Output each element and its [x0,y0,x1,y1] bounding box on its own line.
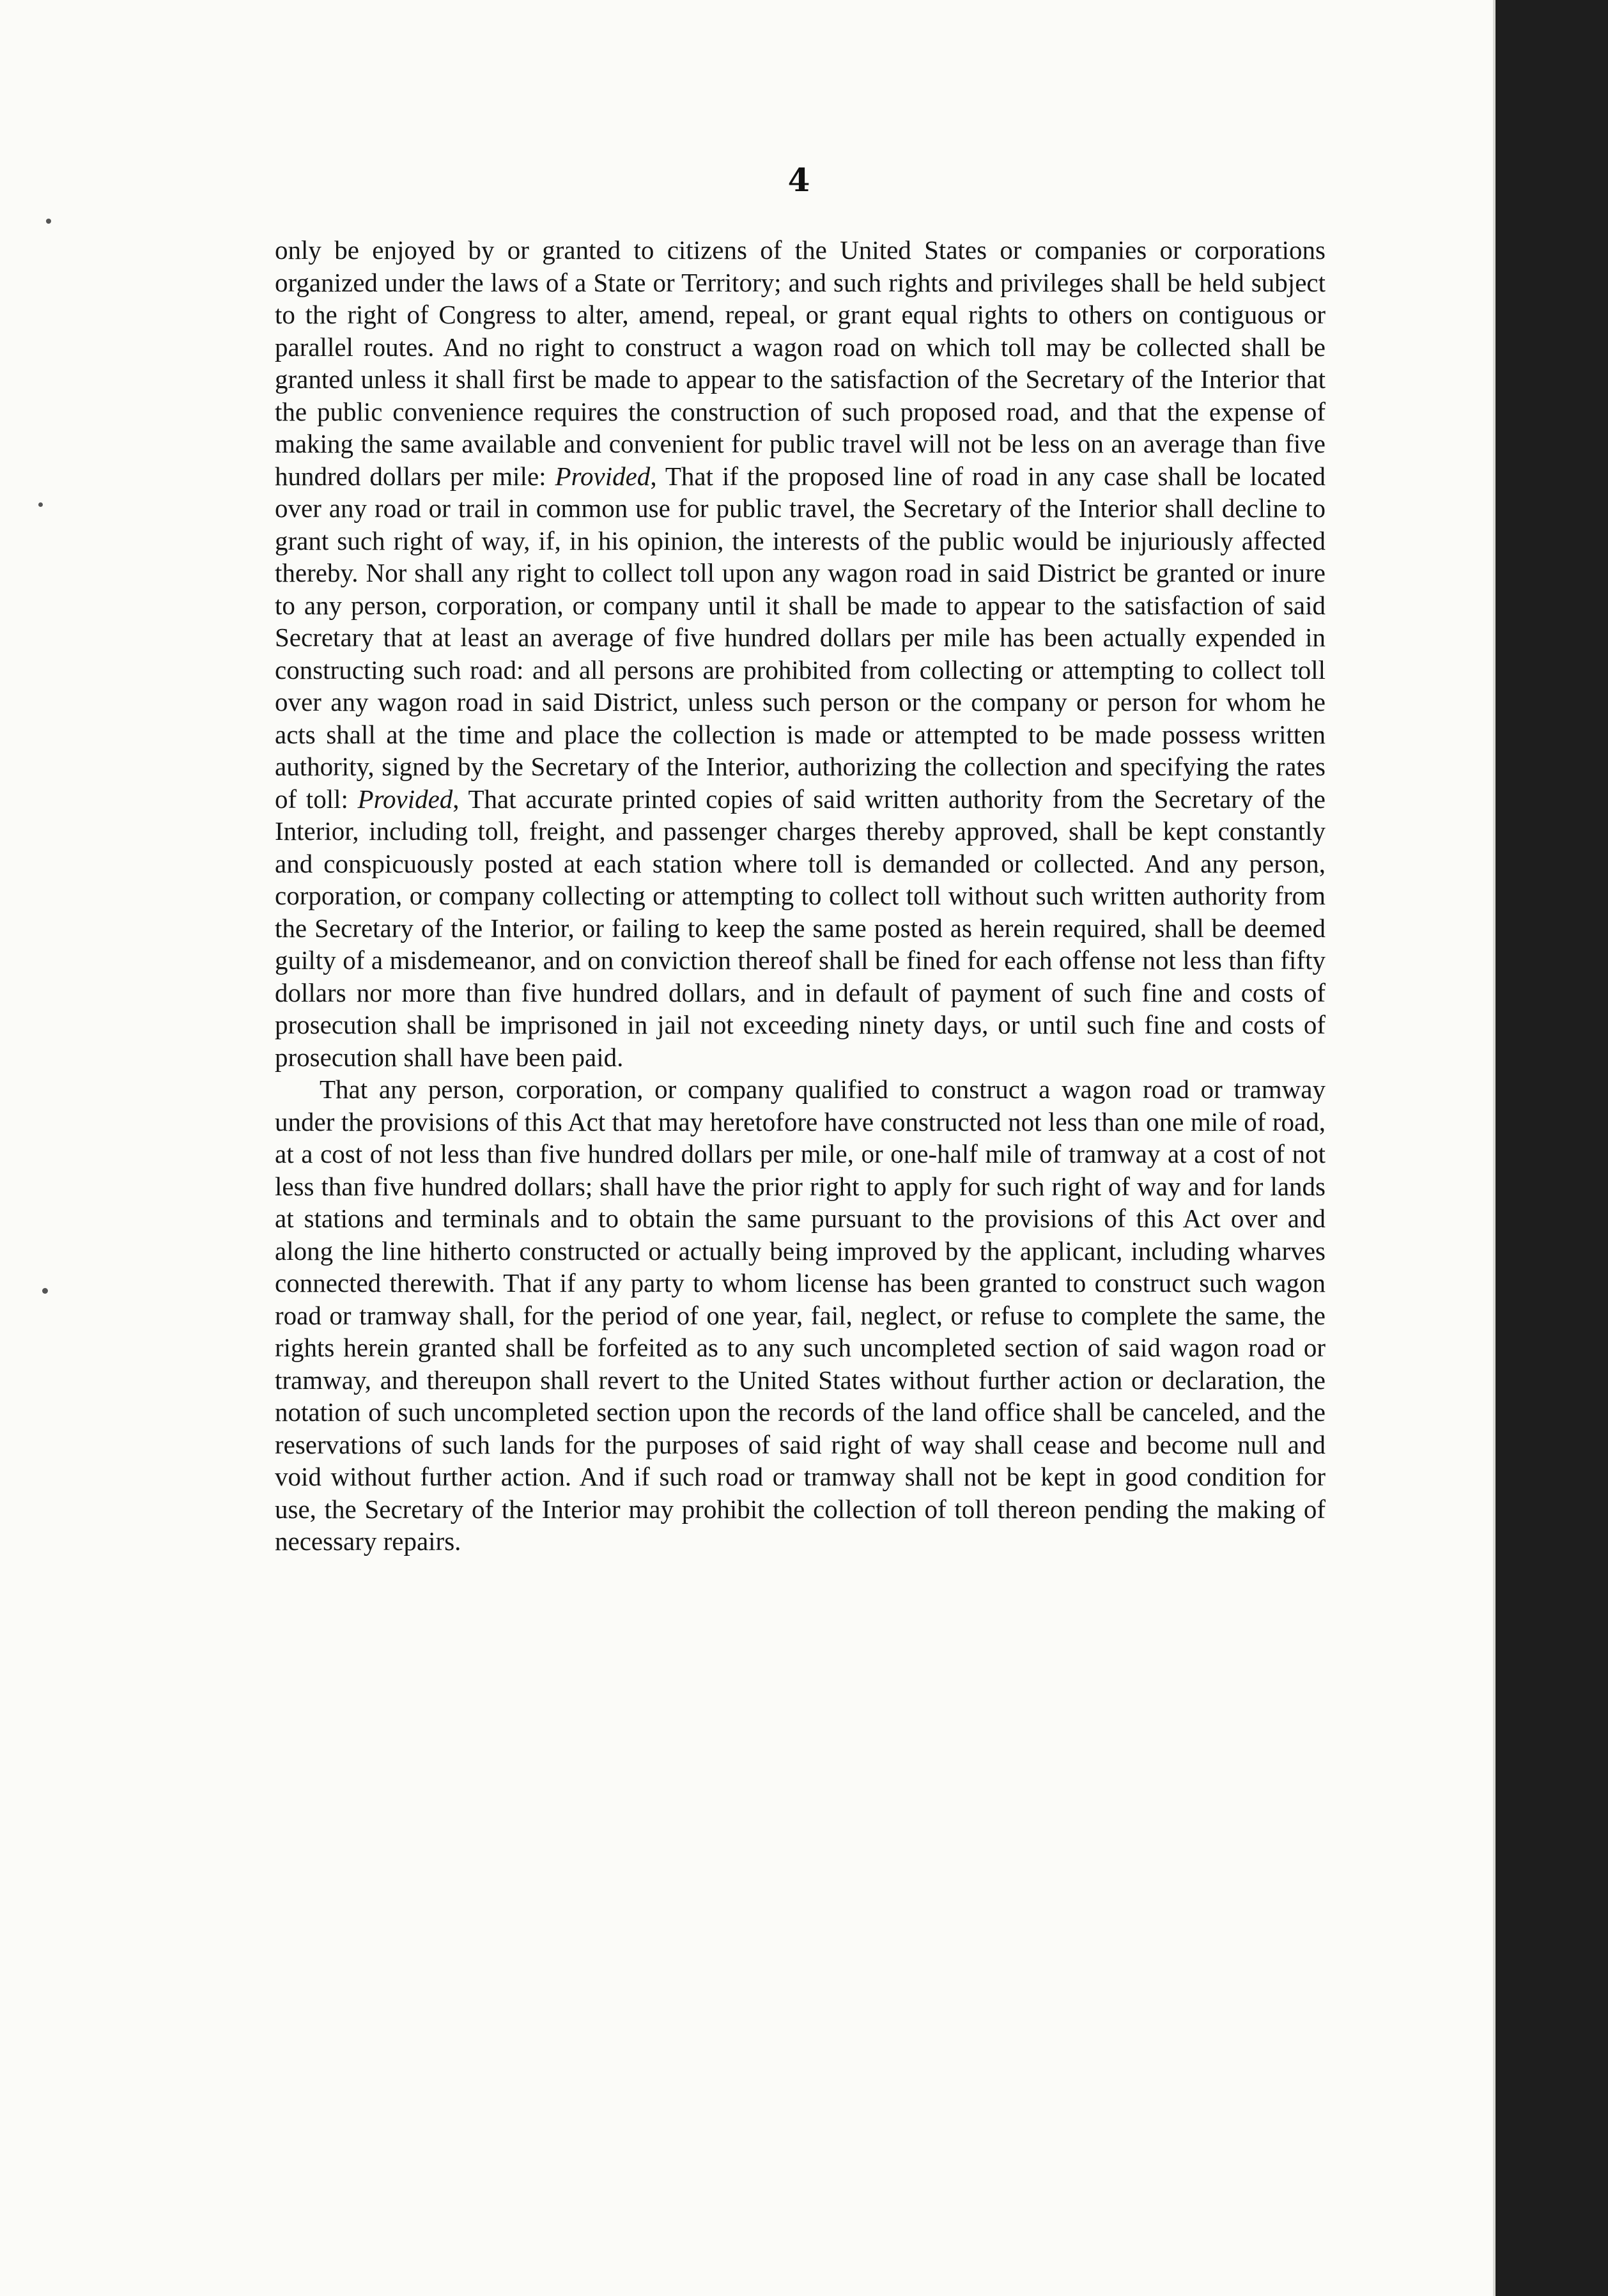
scan-speck [42,1288,48,1294]
page-number: 4 [787,161,810,199]
body-text [275,234,1326,1558]
text-segment: only be enjoyed by or granted to citizens of the United States or companies or corporations organized under the laws of a State or Territory; and such rights and privileges shall be held subject to the right of Congress to alter, amend, repeal, or grant equal rights to others on contiguous or parallel routes. And no right to construct a wagon road on which toll may be collected shall be granted unless it shall first be made to appear to the satisfaction of the Secretary of the Interior that the public convenience requires the construction of such proposed road, and that the expense of making the same available and convenient for public travel will not be less on an average than five hundred dollars per mile: [275,235,1326,491]
scan-margin [1496,0,1608,2296]
paragraph-2 [275,1073,1326,1558]
text-segment: , That if the proposed line of road in any case shall be located over any road or trail in common use for public travel, the Secretary of the Interior shall decline to grant such right of way, if, in his opinion, the interests of the public would be injuriously affected thereby. Nor shall any right to collect toll upon any wagon road in said District be granted or inure to any person, corporation, or company until it shall be made to appear to the satisfaction of said Secretary that at least an average of five hundred dollars per mile has been actually expended in constructing such road: and all persons are prohibited from collecting or attempting to collect toll over any wagon road in said District, unless such person or the company or person for whom he acts shall at the time and place the collection is made or attempted to be made possess written authority, signed by the Secretary of the Interior, authorizing the collection and specifying the rates of toll: [275,461,1326,814]
italic-term: Provided [357,784,453,814]
paragraph-1 [275,234,1326,1073]
scan-speck [38,502,43,507]
scan-speck [46,219,51,224]
text-segment: , That accurate printed copies of said written authority from the Secretary of the Interior, including toll, freight, and passenger charges thereby approved, shall be kept constantly and conspicuously posted at each station where toll is demanded or collected. And any person, corporation, or company collecting or attempting to collect toll without such written authority from the Secretary of the Interior, or failing to keep the same posted as herein required, shall be deemed guilty of a misdemeanor, and on conviction thereof shall be fined for each offense not less than fifty dollars nor more than five hundred dollars, and in default of payment of such fine and costs of prosecution shall be imprisoned in jail not exceeding ninety days, or until such fine and costs of prosecution shall have been paid. [275,784,1326,1072]
italic-term: Provided [555,461,651,491]
text-segment: That any person, corporation, or company qualified to construct a wagon road or tramway under the provisions of this Act that may heretofore have constructed not less than one mile of road, at a cost of not less than five hundred dollars per mile, or one-half mile of tramway at a cost of not less than five hundred dollars; shall have the prior right to apply for such right of way and for lands at stations and terminals and to obtain the same pursuant to the provisions of this Act over and along the line hitherto constructed or actually being improved by the applicant, including wharves connected therewith. That if any party to whom license has been granted to construct such wagon road or tramway shall, for the period of one year, fail, neglect, or refuse to complete the same, the rights herein granted shall be forfeited as to any such uncompleted section of said wagon road or tramway, and thereupon shall revert to the United States without further action or declaration, the notation of such uncompleted section upon the records of the land office shall be canceled, and the reservations of such lands for the purposes of said right of way shall cease and become null and void without further action. And if such road or tramway shall not be kept in good condition for use, the Secretary of the Interior may prohibit the collection of toll thereon pending the making of necessary repairs. [275,1074,1326,1556]
